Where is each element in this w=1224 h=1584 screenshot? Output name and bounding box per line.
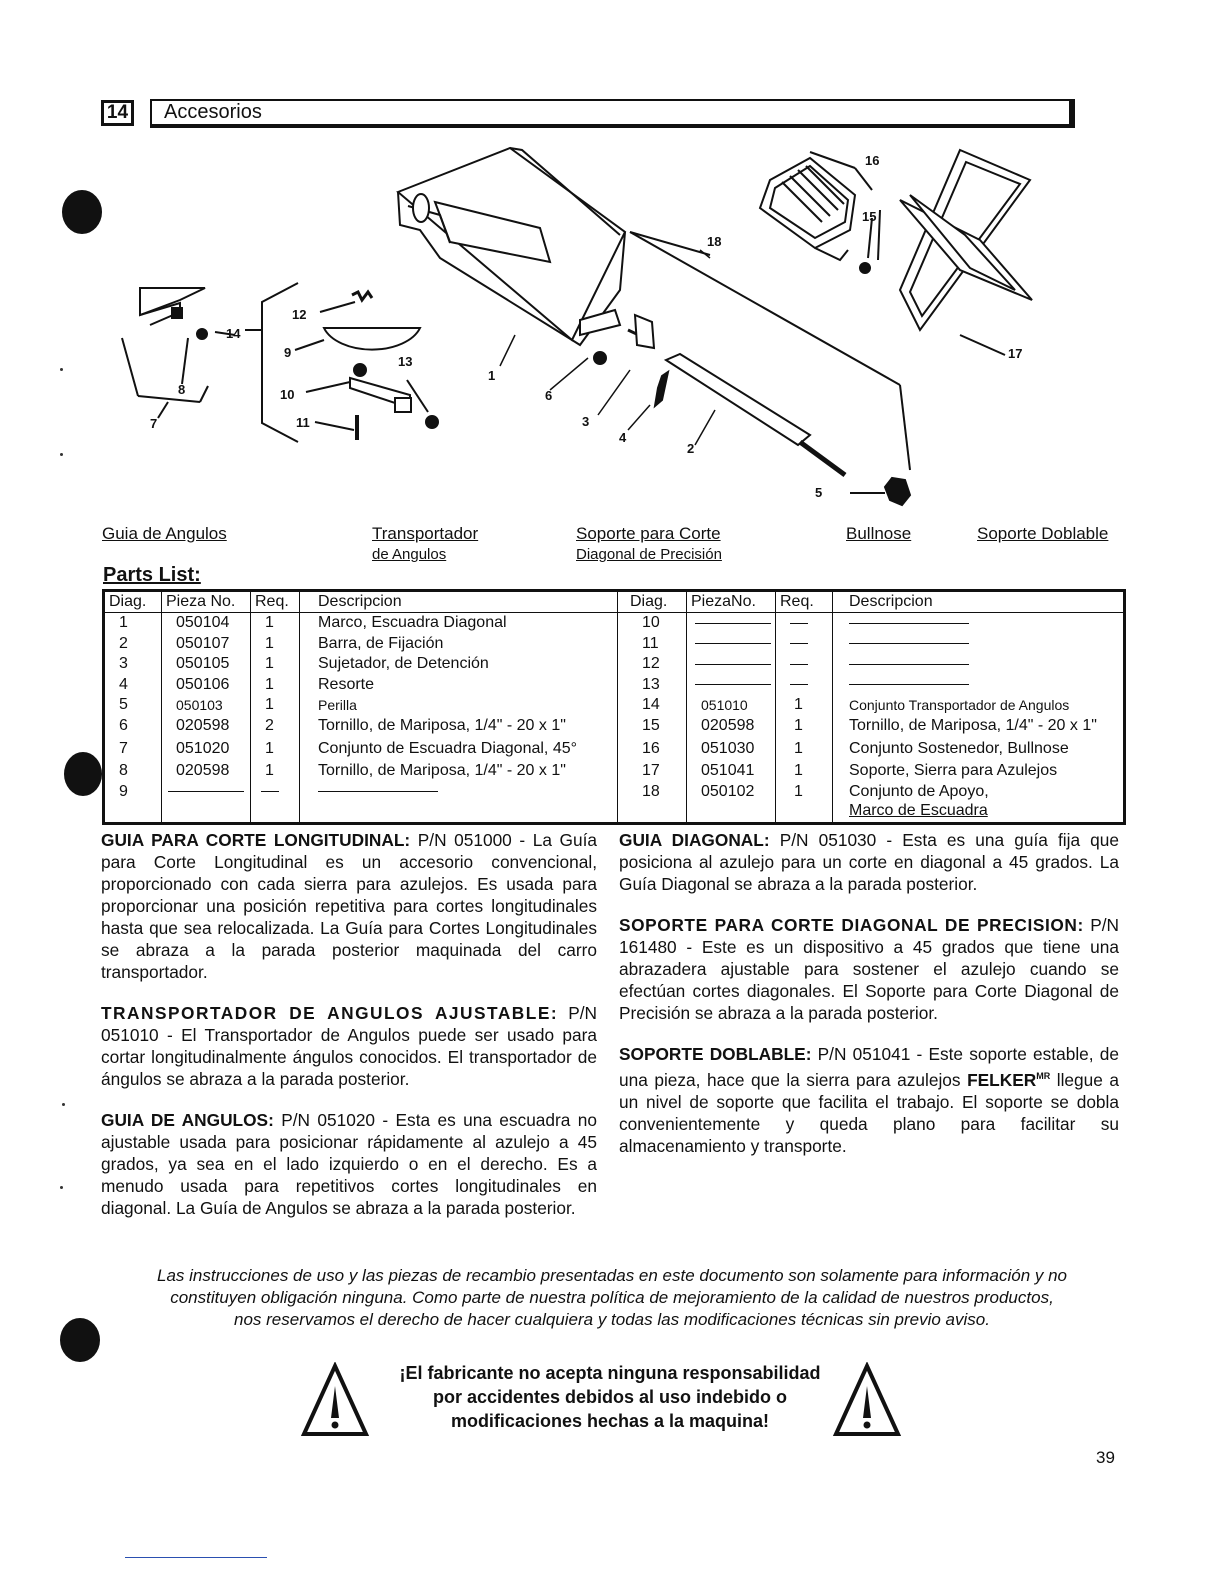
cell-diag-2: 10 <box>618 613 687 634</box>
cell-description: Sujetador, de Detención <box>300 654 618 675</box>
cell-description: Tornillo, de Mariposa, 1/4" - 20 x 1" <box>300 761 618 782</box>
col-header-req: Req. <box>251 591 300 613</box>
cell-description: Conjunto de Escuadra Diagonal, 45° <box>300 736 618 761</box>
table-row <box>104 782 1125 824</box>
cell-part-no-2 <box>687 675 776 696</box>
cell-description: Tornillo, de Mariposa, 1/4" - 20 x 1" <box>300 716 618 737</box>
caption-angle-guide: Guia de Angulos <box>102 524 227 543</box>
cell-description-2: Soporte, Sierra para Azulejos <box>833 761 1125 782</box>
cell-diag: 5 <box>104 695 162 716</box>
paragraph-protractor <box>101 1002 597 1090</box>
col-header-description: Descripcion <box>300 591 618 613</box>
table-row <box>104 716 1125 737</box>
cell-part-no-2: 050102 <box>687 782 776 824</box>
brand-name: FELKER <box>967 1069 1037 1090</box>
paragraph-title: GUIA PARA CORTE LONGITUDINAL: <box>101 830 411 850</box>
callout-10: 10 <box>280 387 295 402</box>
paragraph-folding-stand <box>619 1043 1119 1157</box>
paragraph-body: P/N 051010 - El Transportador de Angulos puede ser usado para cortar longitudinalmente ángulos conocidos. El transportador de ángulos se abraza a la parada posterior. <box>101 1003 597 1089</box>
disclaimer-line2: constituyen obligación ninguna. Como parte de nuestra política de mejoramiento de la calidad de nuestros productos, <box>170 1288 1054 1307</box>
parts-list-heading: Parts List: <box>103 564 201 586</box>
cell-part-no: 050107 <box>162 634 251 655</box>
table-header-row <box>104 591 1125 613</box>
cell-diag: 6 <box>104 716 162 737</box>
cell-diag-2: 14 <box>618 695 687 716</box>
speck <box>60 368 63 371</box>
table-row <box>104 736 1125 761</box>
cell-diag-2: 13 <box>618 675 687 696</box>
paragraph-rip-guide <box>101 829 597 983</box>
cell-diag-2: 15 <box>618 716 687 737</box>
cell-diag: 1 <box>104 613 162 634</box>
callout-11: 11 <box>296 415 310 430</box>
brand-mark: MR <box>1036 1071 1051 1081</box>
cell-req-2: 1 <box>776 761 833 782</box>
callout-8: 8 <box>178 382 186 397</box>
cell-diag-2: 12 <box>618 654 687 675</box>
binder-hole-top <box>62 190 102 234</box>
callout-3: 3 <box>582 414 590 429</box>
cell-req: 1 <box>251 613 300 634</box>
paragraph-body: P/N 051041 - Este soporte estable, de una pieza, hace que la sierra para azulejos <box>619 1044 1119 1090</box>
paragraph-title: GUIA DIAGONAL: <box>619 830 770 850</box>
cell-req-2: 1 <box>776 716 833 737</box>
cell-req-2: 1 <box>776 782 833 824</box>
warning-line3: modificaciones hechas a la maquina! <box>450 1411 770 1431</box>
cell-diag-2: 18 <box>618 782 687 824</box>
cell-part-no-2: 051030 <box>687 736 776 761</box>
callout-7: 7 <box>150 416 158 431</box>
disclaimer-line1: Las instrucciones de uso y las piezas de recambio presentadas en este documento son solamente para información y no <box>156 1266 1068 1285</box>
callout-14: 14 <box>226 326 241 341</box>
cell-description-2 <box>833 675 1125 696</box>
folding-stand-drawing <box>900 150 1032 355</box>
cell-description: Marco, Escuadra Diagonal <box>300 613 618 634</box>
caption-bullnose: Bullnose <box>846 524 912 543</box>
cell-description <box>300 782 618 824</box>
cell-diag: 4 <box>104 675 162 696</box>
caption-diagonal-support-line1: Soporte para Corte <box>576 524 721 543</box>
paragraph-body-cont: llegue a un nivel de soporte que facilita el trabajo. El soporte se dobla convenientemente y queda plano para facilitar su almacenamiento y transporte. <box>619 1069 1119 1156</box>
cell-description-2-line1: Conjunto de Apoyo, <box>849 782 989 800</box>
left-text-column <box>101 829 597 1238</box>
cell-part-no: 020598 <box>162 761 251 782</box>
paragraph-title: SOPORTE DOBLABLE: <box>619 1044 812 1064</box>
callout-1: 1 <box>488 368 496 383</box>
warning-triangle-icon <box>832 1362 902 1438</box>
paragraph-precision-support <box>619 914 1119 1024</box>
binder-hole-middle <box>64 752 102 796</box>
caption-protractor-line1: Transportador <box>372 524 479 543</box>
cell-diag: 9 <box>104 782 162 824</box>
col-header-part-no-2: PiezaNo. <box>687 591 776 613</box>
cell-part-no-2: 051010 <box>687 695 776 716</box>
paragraph-body: P/N 051030 - Esta es una guía fija que posiciona al azulejo para un corte en diagonal a 45 grados. La Guía Diagonal se abraza a la parada posterior. <box>619 830 1119 894</box>
col-header-part-no: Pieza No. <box>162 591 251 613</box>
paragraph-title: GUIA DE ANGULOS: <box>101 1110 274 1130</box>
speck <box>60 1186 63 1189</box>
callout-17: 17 <box>1008 346 1023 361</box>
cell-description-2: Conjunto Transportador de Angulos <box>833 695 1125 716</box>
cell-diag: 3 <box>104 654 162 675</box>
manufacturer-warning <box>370 1361 850 1433</box>
cell-description-2 <box>833 782 1125 824</box>
angle-guide-drawing <box>122 288 235 418</box>
callout-18: 18 <box>707 234 722 249</box>
paragraph-title: SOPORTE PARA CORTE DIAGONAL DE PRECISION: <box>619 915 1084 935</box>
cell-part-no: 050104 <box>162 613 251 634</box>
cell-diag: 2 <box>104 634 162 655</box>
cell-diag: 7 <box>104 736 162 761</box>
cell-description-2: Conjunto Sostenedor, Bullnose <box>833 736 1125 761</box>
cell-diag-2: 16 <box>618 736 687 761</box>
table-row <box>104 695 1125 716</box>
callout-9: 9 <box>284 345 292 360</box>
cell-part-no: 050103 <box>162 695 251 716</box>
col-header-req-2: Req. <box>776 591 833 613</box>
paragraph-title: TRANSPORTADOR DE ANGULOS AJUSTABLE: <box>101 1003 559 1023</box>
table-row <box>104 634 1125 655</box>
warning-line2: por accidentes debidos al uso indebido o <box>432 1387 788 1407</box>
section-title-bar <box>150 99 1075 128</box>
cell-description: Resorte <box>300 675 618 696</box>
cell-diag-2: 11 <box>618 634 687 655</box>
disclaimer-line3: nos reservamos el derecho de hacer cualquiera y todas las modificaciones técnicas sin previo aviso. <box>234 1310 990 1329</box>
cell-req-2 <box>776 634 833 655</box>
cell-part-no <box>162 782 251 824</box>
cell-req: 1 <box>251 761 300 782</box>
cell-description: Perilla <box>300 695 618 716</box>
disclaimer <box>90 1265 1134 1331</box>
cell-req-2 <box>776 675 833 696</box>
caption-folding-stand: Soporte Doblable <box>977 524 1109 543</box>
speck <box>62 1103 65 1106</box>
cell-part-no: 050105 <box>162 654 251 675</box>
cell-req: 2 <box>251 716 300 737</box>
cell-req <box>251 782 300 824</box>
cell-part-no-2: 051041 <box>687 761 776 782</box>
cell-part-no: 051020 <box>162 736 251 761</box>
warning-line1: ¡El fabricante no acepta ninguna responsabilidad <box>399 1363 821 1383</box>
cell-part-no: 020598 <box>162 716 251 737</box>
speck <box>60 453 63 456</box>
col-header-diag: Diag. <box>104 591 162 613</box>
col-header-description-2: Descripcion <box>833 591 1125 613</box>
cell-description-2 <box>833 613 1125 634</box>
cell-part-no-2 <box>687 613 776 634</box>
cell-part-no-2 <box>687 634 776 655</box>
cell-req-2 <box>776 654 833 675</box>
cell-req-2 <box>776 613 833 634</box>
cell-part-no-2 <box>687 654 776 675</box>
callout-13: 13 <box>398 354 413 369</box>
col-header-diag-2: Diag. <box>618 591 687 613</box>
page-number: 39 <box>1096 1448 1115 1467</box>
callout-2: 2 <box>687 441 695 456</box>
table-row <box>104 761 1125 782</box>
cell-diag: 8 <box>104 761 162 782</box>
locking-bar-drawing <box>666 354 910 505</box>
cell-part-no: 050106 <box>162 675 251 696</box>
cell-part-no-2: 020598 <box>687 716 776 737</box>
paragraph-body: P/N 051000 - La Guía para Corte Longitudinal es un accesorio convencional, proporcionado con cada sierra para azulejos. Es usada para proporcionar una posición repetitiva para cortes longitudinales hasta que sea relocalizada. La Guía para Cortes Longitudinales se abraza a la parada posterior maquinada del carro transportador. <box>101 830 597 982</box>
table-row <box>104 613 1125 634</box>
callout-6: 6 <box>545 388 553 403</box>
caption-protractor-line2: de Angulos <box>372 546 447 563</box>
paragraph-angle-guide <box>101 1109 597 1219</box>
cell-req: 1 <box>251 654 300 675</box>
callout-15: 15 <box>862 209 877 224</box>
table-row <box>104 654 1125 675</box>
cell-req: 1 <box>251 695 300 716</box>
table-row <box>104 675 1125 696</box>
cell-req: 1 <box>251 634 300 655</box>
cell-req: 1 <box>251 675 300 696</box>
footer-rule <box>125 1557 267 1558</box>
section-number-box <box>101 100 134 126</box>
cell-description: Barra, de Fijación <box>300 634 618 655</box>
callout-4: 4 <box>619 430 627 445</box>
callout-5: 5 <box>815 485 823 500</box>
cell-description-2-line2: Marco de Escuadra <box>849 801 988 819</box>
cell-description-2: Tornillo, de Mariposa, 1/4" - 20 x 1" <box>833 716 1125 737</box>
cell-req: 1 <box>251 736 300 761</box>
cell-description-2 <box>833 634 1125 655</box>
right-text-column <box>619 829 1119 1176</box>
paragraph-body: P/N 161480 - Este es un dispositivo a 45 grados que tiene una abrazadera ajustable para sostener el azulejo cuando se efectúan cortes diagonales. El Soporte para Corte Diagonal de Precisión se abraza a la parada posterior. <box>619 915 1119 1023</box>
callout-16: 16 <box>865 153 880 168</box>
warning-triangle-icon <box>300 1362 370 1438</box>
cell-req-2: 1 <box>776 736 833 761</box>
caption-diagonal-support-line2: Diagonal de Precisión <box>576 546 722 563</box>
paragraph-body: P/N 051020 - Esta es una escuadra no ajustable usada para posicionar rápidamente al azulejo a 45 grados, ya sea en el lado izquierdo o en el derecho. Es a menudo usada para repetitivos cortes longitudinales en diagonal. La Guía de Angulos se abraza a la parada posterior. <box>101 1110 597 1218</box>
paragraph-diagonal-guide <box>619 829 1119 895</box>
cell-description-2 <box>833 654 1125 675</box>
cell-diag-2: 17 <box>618 761 687 782</box>
section-title: Accesorios <box>164 101 262 123</box>
callout-12: 12 <box>292 307 307 322</box>
cell-req-2: 1 <box>776 695 833 716</box>
section-number: 14 <box>106 102 129 123</box>
parts-table <box>102 589 1126 825</box>
accessories-diagram <box>110 140 1120 520</box>
